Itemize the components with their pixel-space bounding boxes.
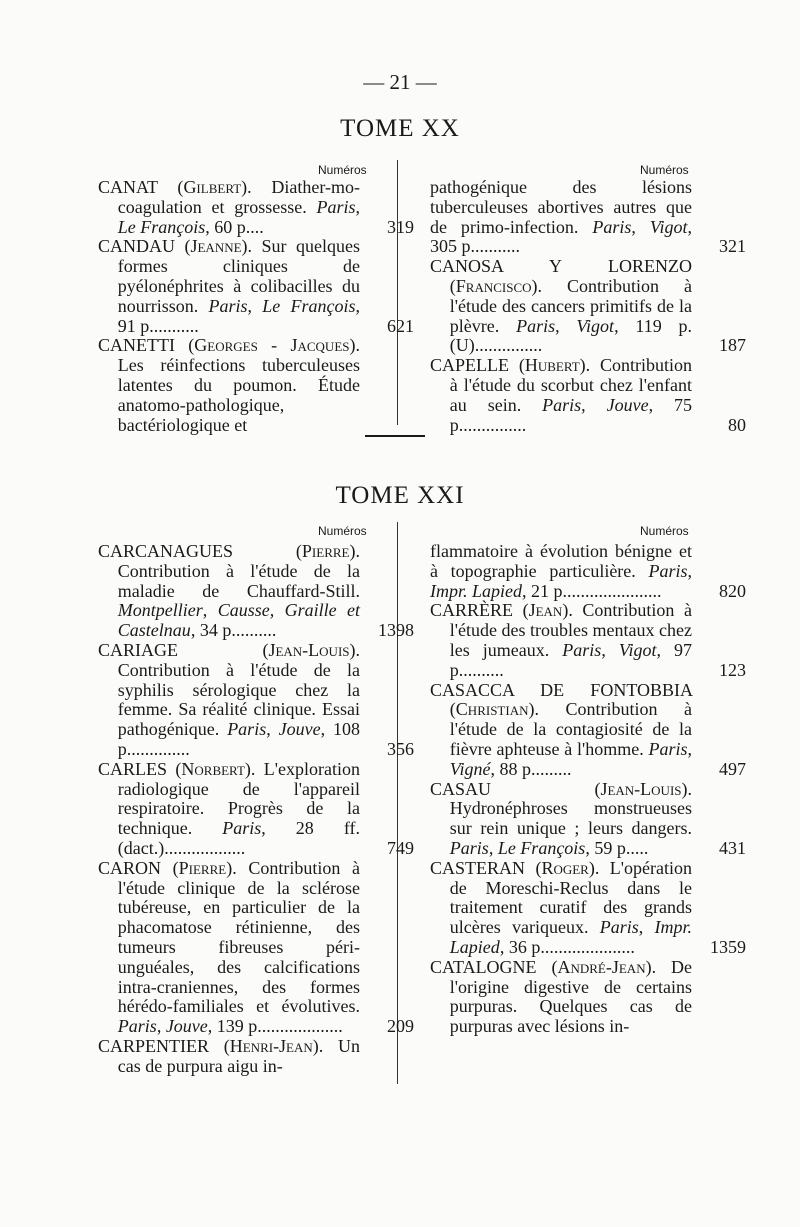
author-surname: CASAU (430, 778, 492, 799)
thesis-title: . Contribution à l'étude de la contagiosité de la fièvre aphteuse à l'homme. (449, 699, 692, 759)
publisher: Vigot (649, 216, 688, 237)
author-given-name: Pierre (301, 541, 350, 561)
entry-text: pathogénique des lésions tuberculeuses abortives autres que de primo-infection. Paris, Vigot, 305 p........... (430, 177, 692, 257)
column-divider (397, 522, 398, 1084)
tome-xxi-right-column (430, 541, 746, 1037)
entry-text: flammatoire à évolution bénigne et à topographie particulière. Paris, Impr. Lapied, 21 p...................... (430, 541, 692, 601)
author-surname: CATALOGNE (430, 956, 537, 977)
author-given-name: Jean (528, 600, 563, 621)
tome-xxi-title: TOME XXI (335, 482, 465, 509)
thesis-title: . Diather-mo-coagulation et grossesse. (117, 177, 361, 217)
thesis-title: . Contribution à l'étude clinique de la sclérose tubéreuse, en particulier de la phacomatose rétinienne, des tumeurs fibreuses péri-unguéales, des calcifications intra-craniennes, des formes hérédo-familiales et évolutives. (117, 857, 360, 1017)
thesis-title: . Un cas de purpura aigu in- (117, 1035, 360, 1076)
publisher: Vigot (618, 639, 657, 660)
publication-city: Paris (592, 216, 632, 237)
thesis-title: . L'exploration radiologique de l'appareil respiratoire. Progrès de la technique. (117, 758, 360, 839)
thesis-title: . L'opération de Moreschi-Reclus dans le traitement curatif des grands ulcères variqueux. (449, 857, 693, 938)
entry-text: CASACCA DE FONTOBBIA (Christian). Contribution à l'étude de la contagiosité de la fièvre aphteuse à l'homme. Paris, Vigné, 88 p......... (430, 679, 692, 779)
publication-city: Montpellier (117, 600, 203, 621)
author-given-name: Norbert (181, 758, 245, 779)
thesis-title: . Hydronéphroses monstrueuses sur rein unique ; leurs dangers. (449, 778, 692, 839)
publication-city: Paris (227, 719, 267, 740)
entry-text: CAPELLE (Hubert). Contribution à l'étude du scorbut chez l'enfant au sein. Paris, Jouve, 75 p............... (430, 355, 693, 435)
publication-city: Paris (316, 196, 356, 217)
entry-text: CANOSA Y LORENZO (Francisco). Contribution à l'étude des cancers primitifs de la plèvre. Paris, Vigot, 119 p. (U)............... (430, 256, 692, 356)
page-count: , 34 p.......... (190, 620, 277, 641)
entry-number: 319 (387, 216, 414, 237)
publisher: Jouve (606, 394, 649, 415)
page-count: , 36 p..................... (499, 936, 635, 957)
section-divider (365, 435, 425, 437)
entry-number: 621 (387, 315, 414, 336)
page-count: , 108 p.............. (117, 719, 361, 759)
index-entry (430, 541, 746, 601)
entry-text: CANAT (Gilbert). Diather-mo-coagulation et grossesse. Paris, Le François, 60 p.... (98, 177, 361, 237)
index-entry (98, 857, 414, 1037)
entry-text: CARIAGE (Jean-Louis). Contribution à l'étude de la syphilis sérologique chez la femme. Sa réalité clinique. Essai pathogénique. Paris, Jouve, 108 p.............. (98, 639, 361, 759)
tome-xx-left-column (98, 177, 414, 435)
index-entry (98, 336, 360, 435)
author-given-name: Christian (455, 699, 529, 720)
thesis-title: . De l'origine digestive de certains purpuras. Quelques cas de purpuras avec lésions in- (449, 956, 692, 1037)
entry-text: CANETTI (Georges - Jacques). Les réinfections tuberculeuses latentes du poumon. Étude anatomo-pathologique, bactériologique et (98, 335, 360, 435)
author-given-name: Francisco (455, 275, 532, 296)
index-entry (98, 541, 414, 641)
author-surname: CARLES (98, 758, 168, 779)
author-given-name: Pierre (178, 857, 227, 878)
author-surname: CARIAGE (98, 639, 178, 660)
publisher: Le François (497, 837, 586, 858)
publication-city: Paris (516, 315, 556, 336)
author-surname: CANOSA Y LORENZO (430, 256, 692, 277)
thesis-title: . Contribution à l'étude des troubles mentaux chez les jumeaux. (449, 600, 692, 660)
tome-xx-right-column (430, 177, 746, 435)
entry-continuation-text: pathogénique des lésions tuberculeuses abortives autres que de primo-infection. (430, 177, 692, 237)
entry-text: CARCANAGUES (Pierre). Contribution à l'étude de la maladie de Chauffard-Still. Montpellier, Causse, Graille et Castelnau, 34 p.......... (98, 541, 360, 641)
author-surname: CASTERAN (430, 857, 526, 878)
thesis-title: . Sur quelques formes cliniques de pyélonéphrites à colibacilles du nourrisson. (117, 236, 360, 316)
index-entry (98, 1037, 360, 1077)
entry-number: 321 (719, 236, 746, 257)
page-count: , 88 p......... (490, 758, 572, 779)
index-entry (98, 758, 414, 859)
publisher: Impr. Lapied (430, 580, 523, 601)
author-given-name: Henri-Jean (229, 1035, 313, 1056)
publication-city: Paris (222, 818, 262, 839)
page-count: , 21 p...................... (522, 580, 662, 601)
index-entry (430, 778, 746, 859)
publisher: Le François (262, 295, 356, 316)
publisher: Jouve (278, 719, 321, 740)
thesis-title: . Contribution à l'étude de la syphilis sérologique chez la femme. Sa réalité clinique. Essai pathogénique. (117, 639, 360, 740)
numeros-label-left: Numéros (318, 163, 367, 177)
publisher: Causse, Graille et Castelnau (117, 600, 360, 641)
index-entry (430, 177, 746, 257)
page-count: , 97 p.......... (449, 639, 693, 680)
publisher: Vigot (576, 315, 615, 336)
entry-text: CARPENTIER (Henri-Jean). Un cas de purpura aigu in- (98, 1035, 360, 1076)
publisher: Jouve (165, 1016, 208, 1037)
author-given-name: Jean-Louis (600, 778, 682, 799)
numeros-label-right: Numéros (640, 163, 689, 177)
author-given-name: Roger (541, 857, 589, 878)
index-entry (430, 958, 692, 1037)
index-entry (98, 236, 414, 336)
publication-city: Paris (648, 738, 688, 759)
publication-city: Paris (542, 394, 582, 415)
index-entry (430, 355, 746, 435)
entry-number: 497 (719, 758, 746, 779)
entry-number: 209 (387, 1016, 414, 1037)
author-surname: CAPELLE (430, 355, 509, 376)
entry-number: 431 (719, 837, 746, 858)
tome-xxi-left-column (98, 541, 414, 1077)
author-given-name: Gilbert (183, 177, 242, 197)
thesis-title: . Contribution à l'étude de la maladie de Chauffard-Still. (117, 541, 360, 601)
entry-text: CATALOGNE (André-Jean). De l'origine digestive de certains purpuras. Quelques cas de purpuras avec lésions in- (430, 956, 692, 1037)
index-entry (98, 639, 414, 760)
numeros-label-left: Numéros (318, 524, 367, 538)
index-entry (98, 177, 414, 237)
page-count: , 91 p........... (117, 295, 361, 336)
entry-number: 749 (387, 837, 414, 858)
entry-text: CASAU (Jean-Louis). Hydronéphroses monstrueuses sur rein unique ; leurs dangers. Paris, Le François, 59 p..... (430, 778, 692, 858)
index-entry (430, 600, 746, 680)
author-given-name: Jeanne (190, 236, 242, 257)
author-surname: CARON (98, 857, 162, 878)
page-count: , 59 p..... (585, 837, 649, 858)
tome-xx-title: TOME XX (340, 115, 460, 142)
publication-city: Paris (208, 295, 248, 316)
author-surname: CANDAU (98, 236, 176, 257)
publisher: Impr. Lapied (449, 917, 692, 957)
entry-number: 820 (719, 580, 746, 601)
column-divider (397, 160, 398, 425)
entry-text: CARLES (Norbert). L'exploration radiologique de l'appareil respiratoire. Progrès de la technique. Paris, 28 ff. (dact.).................. (98, 758, 360, 858)
author-surname: CARPENTIER (98, 1035, 210, 1056)
entry-number: 1398 (378, 620, 414, 641)
page-count: , 60 p.... (205, 216, 264, 237)
publication-city: Paris (449, 837, 489, 858)
index-entry (430, 256, 746, 356)
publication-city: Paris (648, 560, 688, 581)
index-entry (430, 679, 746, 780)
author-surname: CANETTI (98, 335, 175, 356)
thesis-title: . Contribution à l'étude du scorbut chez l'enfant au sein. (449, 355, 692, 415)
page-count: , 75 p............... (449, 394, 693, 435)
author-given-name: Georges - Jacques (194, 335, 350, 356)
entry-number: 187 (719, 335, 746, 356)
entry-number: 80 (728, 414, 746, 435)
entry-text: CASTERAN (Roger). L'opération de Moreschi-Reclus dans le traitement curatif des grands ulcères variqueux. Paris, Impr. Lapied, 36 p..................... (430, 857, 693, 957)
author-surname: CANAT (98, 177, 158, 197)
publisher: Vigné (449, 758, 491, 779)
author-surname: CARRÈRE (430, 600, 514, 621)
thesis-title: . Contribution à l'étude des cancers primitifs de la plèvre. (449, 275, 692, 336)
entry-text: CARON (Pierre). Contribution à l'étude clinique de la sclérose tubéreuse, en particulier de la phacomatose rétinienne, des tumeurs fibreuses péri-unguéales, des calcifications intra-craniennes, des formes hérédo-familiales et évolutives. Paris, Jouve, 139 p................... (98, 857, 360, 1037)
thesis-title: . Les réinfections tuberculeuses latentes du poumon. Étude anatomo-pathologique, bactériologique et (117, 335, 360, 435)
author-surname: CASACCA DE FONTOBBIA (430, 679, 692, 700)
publication-city: Paris (562, 639, 602, 660)
publisher: Le François (117, 216, 206, 237)
index-entry (430, 857, 746, 958)
entry-text: CANDAU (Jeanne). Sur quelques formes cliniques de pyélonéphrites à colibacilles du nourrisson. Paris, Le François, 91 p........... (98, 236, 361, 336)
publication-city: Paris (117, 1016, 157, 1037)
author-given-name: Hubert (524, 355, 580, 376)
author-surname: CARCANAGUES (98, 541, 234, 561)
page-count: , 28 ff. (dact.).................. (117, 818, 360, 858)
page-count: , 139 p................... (207, 1016, 343, 1037)
entry-text: CARRÈRE (Jean). Contribution à l'étude des troubles mentaux chez les jumeaux. Paris, Vigot, 97 p.......... (430, 600, 693, 680)
entry-number: 356 (387, 738, 414, 759)
page-number: — 21 — (363, 70, 437, 94)
entry-number: 123 (719, 659, 746, 680)
author-given-name: Jean-Louis (268, 639, 350, 660)
page-count: , 305 p........... (430, 216, 692, 257)
publication-city: Paris (599, 917, 639, 938)
entry-continuation-text: flammatoire à évolution bénigne et à topographie particulière. (430, 541, 692, 581)
author-given-name: André-Jean (557, 956, 646, 977)
entry-number: 1359 (710, 936, 746, 957)
numeros-label-right: Numéros (640, 524, 689, 538)
page-count: , 119 p. (U)............... (449, 315, 692, 356)
